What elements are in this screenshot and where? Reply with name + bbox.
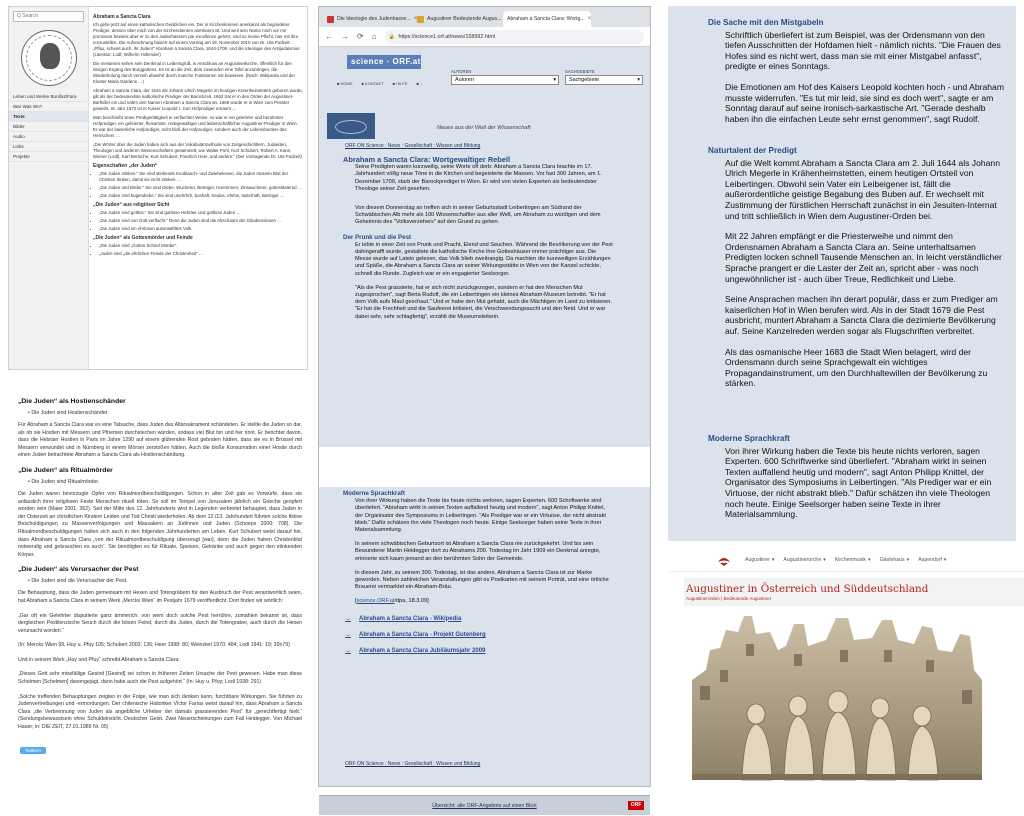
wiki-page-panel <box>8 6 308 370</box>
wiki-section-heading: Eigenschaften „der Juden“ <box>93 163 158 169</box>
portrait-seal-image <box>21 30 77 86</box>
wiki-section-heading: „Die Juden“ aus religiöser Sicht <box>93 202 170 208</box>
favicon-icon <box>417 16 424 23</box>
address-bar <box>319 27 650 47</box>
chevron-down-icon: ▾ <box>943 556 947 563</box>
section-heading: „Die Juden“ als Verursacher der Pest <box>18 566 139 574</box>
paragraph: Seine Ansprachen machen ihn derart populär, dass er zum Prediger am kaiserlichen Hof in Wien berufen wird. Als in der Stadt 1679 die Pest ausbricht, muntert Abraham a Sancta Clara die dezimierte Bevölkerung auf. Seine Kanzelreden werden sogar als Flugschriften verbreitet. <box>725 294 998 336</box>
browser-tab[interactable]: Augustiner Bedeutende Augus... <box>413 11 501 27</box>
nav-item-augustiner[interactable]: Augustiner ▾ <box>745 556 775 563</box>
arrow-right-icon: → <box>345 615 351 622</box>
sidebar-item[interactable]: Bilder <box>9 122 88 132</box>
article-subheading: Der Prunk und die Pest <box>343 233 412 241</box>
chevron-down-icon: ▾ <box>867 556 871 563</box>
paragraph: In diesem Jahr, zu seinem 300. Todestag, ist das anders. Abraham a Sancta Clara ist zur Marke geworden. Neben zahlreichen Veranstaltungen gibt es Postkarten mit seinem Porträt, und eine örtliche Brauerei vermarktet ein Abraham-Bräu. <box>355 569 609 591</box>
quote: „Gar oft ein Gelehrter disputierte ganz ämmerich, von wem doch solche Pest herrühre, zumahlen bekannt ist, dass dergleichen Pestilenzische Seuch durch die bösen Feind, durch die Juden, durch die Totengraber, auch durch die Hexen verursacht worden.“ <box>18 612 302 634</box>
chevron-down-icon: ▾ <box>637 77 640 83</box>
wiki-sidebar <box>9 7 89 369</box>
close-icon[interactable]: × <box>587 16 592 22</box>
menu-item-hilfe[interactable]: ■ HILFE <box>392 81 408 86</box>
article-subheading: Moderne Sprachkraft <box>343 490 405 497</box>
reference: (In: Mercks Wien 99, Huy u. Pfuy 105; Schubert 2003: 136; Heer 1998: 80; Weinzierl 1970: 484; Lodl 1941: 19; 30n79) <box>18 642 290 649</box>
related-link[interactable]: → Abraham a Sancta Clara - Wikipedia <box>345 615 462 622</box>
section-heading: „Die Juden“ als Hostienschänder <box>18 398 126 405</box>
select-label: AUTOREN <box>451 69 472 74</box>
list-item: • „Die Juden sind hugendiebe.“ Sie sind unehrlich, boshaft, treulos, ehrlos, lasterhaft, Betrüger … <box>99 193 303 199</box>
sidebar-item[interactable]: Audio <box>9 132 88 142</box>
section-heading: „Die Juden“ als Ritualmörder <box>18 466 113 474</box>
augustiner-site <box>668 548 1024 787</box>
search-input[interactable]: Q Search <box>13 11 84 22</box>
nav-item-kirchenmusik[interactable]: Kirchenmusik ▾ <box>834 556 871 563</box>
paragraph: Auf die Welt kommt Abraham a Sancta Clara am 2. Juli 1644 als Johann Ulrich Megerle in Krähenheimstetten, einem heutigen Ortsteil von Leibertingen. Obwohl sein Vater ein Leibeigener ist, fällt die außerordentliche geistige Begabung des Buben auf. Er wechselt mit Zustimmung der fürstlichen Herrschaft zunächst in ein Jesuiten-Internat und tritt schließlich in Wien dem Augustiner-Orden bei. <box>725 157 1000 221</box>
list-item: • „Die Juden sind von Gott verflucht.“ Denn die Juden sind die Abschaum der Glaubenslosen … <box>99 218 303 224</box>
site-menu <box>337 81 423 86</box>
article-subheading: Naturtalent der Predigt <box>708 146 797 155</box>
browser-tab-active[interactable]: Abraham a Sancta Clara: Wortg... × <box>503 11 591 27</box>
paragraph: „Solche treffenden Behauptungen zeigten in der Folge, wie man sich denken kann, furchtbare Wirkungen. Sie führten zu Judenvertreibungen und -ermordungen. Der chilenische Historiker Víctor Farías weist darauf hin, dass Abraham a Sancta Clara „die Verbrennung von Juden als angebliche Urheber der damals grassierenden Pest“ für „gerechtfertigt hielt.“ (Sendungsbewusstsein ohne Schuldeinsicht. Deutscher Geist. Zwei Neuerscheinungen zum Fall Heidegger. Von Michael Hauer; in: DIE ZEIT, 27.01.1989 Nr. 05) <box>18 693 302 731</box>
wiki-paragraph: Ich gehe jetzt auf einen katholischen Geistlichen ein. Der in Kirchenkreisen anerkannt als begnadeter Prediger, dessen über mich von der Kirchendienern anerkannt ist. Und weil sein Name noch vor mir prominent beweist aber er zu den Judenhassern par excellence gehört, sind so meine Pflicht, hier mit ihm vorzustellen. Die Aufzeichnung basiert auf einem Vortrag am 19. November 2010 von Dr. Uta Podzeit: „Pflux, scheint auch, ihr Juden!“ Abraham a Sancta Clara, 1644-1709, und die Ideologie des Antijudaismus (Literatur: Lodl; Wilhelm Hollender) <box>93 22 300 57</box>
paragraph: Mit 22 Jahren empfängt er die Priesterweihe und nimmt den Ordensnamen Abraham a Sancta Clara an. Seine unterhaltsamen Predigten locken schnell Tausende Menschen an. In leicht verständlicher Sprache prangert er die Laster der Zeit an, spricht aber - was noch ungewöhnlicher ist - auch über Treue, Redlichkeit und Liebe. <box>725 231 1002 284</box>
stone-relief-image <box>686 610 986 782</box>
bullet-line: • Die Juden sind Hostienschänder. <box>28 410 109 416</box>
paragraph: Die Juden waren bevorzugte Opfer von Ritualmordbeschuldigungen. Schon in alter Zeit gab es Vorwürfe, dass sie anlässlich ihrer religiösen Feste Menschen rituell töten. So soll im Tempel von Jerusalem jährlich ein Grieche geopfert worden sein (Maier 2001: 362). Seit der Mitte des 12. Jahrhunderts wird in Legenden verbreitet behauptet, dass Juden in der Osterzeit an christlichen Kindern Leiden und Tod Christi wiederholen. Ab dem 12./13. Jahrhundert führten solche fiktive Beschuldigungen zu Massenverfolgungen und Massakern an Jüdinnen und Juden (Schoeps 2000: 708). Die Ritualmordbeschuldigungen halten sich auch in den folgenden Jahrhunderten am Leben. Kurt Schubert weist darauf hin, dass Abraham a Sancta Clara „von der Ritualmordbeschuldigung überzeugt [war], denn die Juden haben Christenblut notwendig und gebrauchen es auch“. Sie benötigten es für Rituale, Speisen, Getränke und auch gegen den stinkenden Körper. <box>18 490 302 558</box>
list-item: • „Die Juden und Diebe.“ Sie sind Diebe, Wucherer, Betrüger, Hurerinnen, Zinswucherer, gotteslästernd … <box>99 185 303 191</box>
paragraph: In seinem schwäbischen Geburtsort ist Abraham a Sancta Clara nie zurückgekehrt. Und bis sein Bewunderer Martin Heidegger dort zu Abrahams 200. Todestag im Jahr 1909 ein Denkmal anregte, erinnerte sich kaum jemand an den berühmten Sohn der Gemeinde. <box>355 541 601 562</box>
augustiner-title-bar <box>684 578 1024 606</box>
wiki-paragraph: Abraham a Sancta Clara, der 1644 als Johann Ulrich Megerle im heutigen Kreenheinstetten geboren wurde, gilt als der bedeutendste katholische Prediger der Barockzeit. 1662 trat er in den Orden der Augustiner-Barfüßer ein und nahm den Namen Abraham a Sancta Clara an. 1666 wurde er in Wien zum Priester geweiht. Im Jahr 1672 ist er Kaiser Leopold I. zum Hofprediger ernannt … <box>93 88 303 111</box>
orf-science-logo[interactable]: science · ORF.at <box>347 55 421 69</box>
list-item: • „Juden sind „die ehrlichen Feinde der Christenheit“ … <box>99 251 303 257</box>
topics-select[interactable]: SACHGEBIETE Sachgebiete ▾ <box>565 69 645 85</box>
tab-strip <box>319 7 650 27</box>
arrow-right-icon: → <box>345 631 351 638</box>
sidebar-item[interactable]: Texte <box>9 112 88 122</box>
article-subheading: Die Sache mit den Mistgabeln <box>708 18 824 27</box>
breadcrumb[interactable]: ORF ON Science : News : Gesellschaft : Wissen und Bildung <box>345 143 481 149</box>
wiki-paragraph: Die meisteren sehen sein Denkmal in Leibersgrüß, in Anschluss an Augustinerkirche, öffentlich für den übrigen Ergang des Burggartens. Es ist an die Zeit, dem zuwenden eine Tafel anzubringen, die Wiederholung durch verzeih abwehrt durch manche Funktionen mit beweisen. (Nach: Wikipedia und der Kloster Maria Gardens …) <box>93 61 296 84</box>
forward-icon[interactable]: → <box>341 32 349 41</box>
menu-item-kontakt[interactable]: ■ KONTAKT <box>361 81 384 86</box>
arrow-right-icon: → <box>345 648 351 655</box>
article-block <box>708 434 1008 530</box>
sidebar-item[interactable]: Links <box>9 142 88 152</box>
quote: „Dieses Gott sehr missfällige Gesind [Gesind] sei schon in früheren Zeiten Ursache der Pest gewesen. Habe man diese Schelmen [Schelmen] davongejagt, dann habe auch die Pest aufgehört.“ (In: Huy u. Pfuy; Lodl 1938: 291) <box>18 671 302 686</box>
chevron-down-icon: ▾ <box>553 77 556 83</box>
source-link[interactable]: science.ORF.at <box>356 598 395 605</box>
select-label: SACHGEBIETE <box>565 69 595 74</box>
paragraph: Von ihrer Wirkung haben die Texte bis heute nichts verloren, sagen Experten. 600 Schriftwerke sind überliefert. "Abraham wirkt in seinen Texten auffallend heutig und modern", sagt Anton Philipp Knittel, der Organisator des Symposiums in Leibertingen. "Als Prediger war er ein Virtuose, der nicht abstrakt blieb." Dafür schätzen ihn viele Theologen noch heute. Einige Seelsorger haben seine Texte in ihrer Materialsammlung. <box>725 445 992 520</box>
related-link[interactable]: → Abraham a Sancta Clara Jubiläumsjahr 2009 <box>345 648 486 655</box>
sidebar-item[interactable]: Projekte <box>9 152 88 162</box>
breadcrumb-bottom[interactable]: ORF ON Science : News : Gesellschaft : Wissen und Bildung <box>345 761 481 767</box>
orf-science-site <box>319 47 650 809</box>
paragraph: Für Abraham a Sancta Clara war es eine Tatsache, dass Juden das Altarsakrament schändeten. Er stellte die Juden so dar, als ob sie Hostien mit Messern und Pfriemen durchstechen würden, sodass viel Blut hin und her rinnt. Er berichtet davon, dass die Hebräer Hostien in Paris im Jahre 1290 auf einem glühenden Rost gebraten hätten, dass sie es in Brüssel mit Messern verwundet und in Nürnberg in einem Mörser zerstoßen hätten. Auch die bloße Konsumation einer Hostie durch einen Juden betrachtete Abraham a Sancta Clara als Hostienschändung. <box>18 422 302 459</box>
reload-icon[interactable]: ⟳ <box>357 32 364 41</box>
article-block <box>708 18 1008 134</box>
article-continuation <box>668 6 1016 541</box>
nav-item-gaestehaus[interactable]: Gästehaus ▾ <box>879 556 910 563</box>
sidebar-item[interactable]: War Was Wo? <box>9 102 88 112</box>
wiki-title: Abraham a Sancta Clara <box>93 14 151 20</box>
page-title: Augustiner in Österreich und Süddeutschland <box>686 583 929 595</box>
augustiner-nav <box>668 548 1024 572</box>
wiki-nav <box>9 92 88 162</box>
list-item: • „Die Juden sind ein ehrlosen auserwähltes Volk. <box>99 226 303 232</box>
site-slogan: Neues aus der Welt der Wissenschaft <box>437 125 531 131</box>
paragraph: Seine Predigten waren kurzweilig, seine Worte oft derb: Abraham a Sancta Clara brachte im 17. Jahrhundert völlig neue Töne in die Kirchen und begeisterte die Massen. Vor fast 300 Jahren, am 1. Dezember 1709, starb der Barockprediger in Wien. Er wird von vielen Experten als bedeutendster Theologe seiner Zeit gesehen. <box>355 164 602 192</box>
related-link[interactable]: → Abraham a Sancta Clara - Projekt Gutenberg <box>345 631 486 638</box>
authors-select[interactable]: AUTOREN Autoren ▾ <box>451 69 559 85</box>
browser-tab[interactable]: Die Ideologie des Judenhasse... × <box>323 11 411 27</box>
paragraph: Die Emotionen am Hof des Kaisers Leopold kochten hoch - und Abraham musste widerrufen. "Es tut mir leid, sie sind es doch wert", sagte er am Sonntag darauf auf seine ironisch-sarkastische Art. "Gerade deshalb haben ihn die einfachen Leute sehr ernst genommen", sagt Rudolf. <box>725 81 1004 124</box>
paragraph: Von ihrer Wirkung haben die Texte bis heute nichts verloren, sagen Experten. 600 Schriftwerke sind überliefert. "Abraham wirkt in seinen Texten auffallend heutig und modern", sagt Anton Philipp Knittel, der Organisator des Symposiums in Leibertingen. "Als Prediger war er ein Virtuose, der nicht abstrakt blieb." Dafür schätzen ihn viele Theologen noch heute. Einige Seelsorger haben seine Texte in ihrer Materialsammlung. <box>355 498 606 534</box>
orf-logo: ORF <box>628 801 644 810</box>
paragraph: Und in seinem Werk „Huy und Pfuy“ schreibt Abraham a Sancta Clara: <box>18 656 180 663</box>
wiki-content <box>93 11 303 259</box>
site-banner-image <box>327 113 375 139</box>
favicon-icon <box>327 16 334 23</box>
twitter-button[interactable]: Twittern <box>20 747 46 754</box>
back-icon[interactable]: ← <box>325 32 333 41</box>
browser-window <box>318 6 651 809</box>
list-item: • „Die Juden sind gottlos.“ Sie sind gottlose Hebräer und gottlose Juden … <box>99 210 303 216</box>
sidebar-item[interactable]: Leben und Werke Bonifaz/Fara <box>9 92 88 102</box>
nav-item-aspendorf[interactable]: Aspendorf ▾ <box>918 556 947 563</box>
paragraph: "Als die Pest grassierte, hat er sich nicht zurückgezogen, sondern er hat den Menschen Mut zugesprochen", sagt Berta Rudolf, die ein Leibertingen ein kleines Abraham-Museum betreibt. "Er hat dem Volk aufs Maul geschaut." Und er habe den Mut gehabt, auch die Mächtigen im Land zu kritisieren. "Er hat die Frechheit und die Saufeerei kritisiert, die Verschwendungssucht und den Neid. Und er war dabei sehr, sehr schlagfertig", erzählt die Museumsleiterin. <box>355 284 612 320</box>
chevron-down-icon: ▾ <box>906 556 910 563</box>
paragraph: Die Behauptung, dass die Juden gemeinsam mit Hexen und Totengräbern für den Ausbruch der Pest verantwortlich seien, hat Abraham a Sancta Clara in seinem Werk „Mercks Wien“ im Pestjahr 1679 veröffentlicht. Dort finden wir wörtlich: <box>18 590 302 604</box>
article-title: Abraham a Sancta Clara: Wortgewaltiger Rebell <box>343 155 511 164</box>
list-item: • „Die Juden stinken.“ Sie sind stinkende Knoblauch- und Zwiebelesser, die Juden müssen Blut der Christen trinken, damit sie nicht stinken … <box>99 171 303 183</box>
chevron-down-icon: ▾ <box>771 556 775 563</box>
article-part-2 <box>343 490 613 664</box>
site-footer[interactable]: Übersicht: alle ORF-Angebote auf einen Blick ORF <box>319 795 650 815</box>
nav-item-augustinerorche[interactable]: Augustinerorche ▾ <box>783 556 826 563</box>
wiki-section-heading: „Die Juden“ als Gottesmörder und Feinde <box>93 235 193 241</box>
page-gap <box>319 447 650 487</box>
bullet-line: • Die Juden sind die Verursacher der Pest. <box>28 578 128 585</box>
breadcrumb: Augustinerorden | Bedeutende Augustiner <box>686 596 772 601</box>
wiki-paragraph: Man beschreibt seine Predigertätigkeit in verfluchter Weise: so war er ein gelehrter und berühmter Hofprediger, ein gefeierter, fleisamste, redegewaltiger und leidenschaftlicher Augustiner-Prediger in Wien. Er war der kaiserliche Hofprediger, nicht bloß der Hofprediger, sondern auch der Lebensberater des Herrschers … <box>93 115 298 138</box>
wiki-lower-text <box>8 398 312 783</box>
home-icon[interactable]: ⌂ <box>371 32 377 41</box>
close-icon[interactable]: × <box>413 16 418 22</box>
article-subheading: Moderne Sprachkraft <box>708 434 790 443</box>
url-field[interactable]: 🔒 https://science1.orf.at/news/158992.html <box>385 30 644 44</box>
bullet-line: • Die Juden sind Ritualmörder. <box>28 478 100 485</box>
paragraph: Von diesem Donnerstag an treffen sich in seiner Geburtsstadt Leibertingen am Südrand der Schwäbischen Alb mehr als 100 Wissenschaftler aus aller Welt, um Abraham zu würdigen und dem Geheimnis des "Volksverzehers" auf den Grund zu gehen. <box>355 205 601 226</box>
paragraph: Er lebte in einer Zeit von Prunk und Pracht, Elend und Seuchen. Während die Bevölkerung von der Pest dahingerafft wurde, gestaltete die katholische Kirche ihre Gotteshäuser immer prächtiger aus. Die Messe wurde auf Latein gelesen, das Volk blieb zweitrangig. Da machten die kurzweiligen Erzählungen und Späße, die Abraham a Sancta Clara an seiner Wirkungsstätte in Wien von der Kanzel schickte, schnell die Runde. Zugleich war er ein engagierter Seelsorger. <box>355 241 613 277</box>
augustiner-logo-icon[interactable] <box>716 552 732 568</box>
article-part-1 <box>343 156 613 328</box>
article-block <box>708 146 1008 399</box>
list-item: • „Die Juden sind „Gottes Schind Mörder“. <box>99 243 303 249</box>
paragraph: Schriftlich überliefert ist zum Beispiel, was der Ordensmann von den tiefen Ausschnitten der Hofdamen hielt - nämlich nichts. "Die Frauen des Hofes sind es nicht wert, dass man sie mit einer Mistgabel anfasst", predigte er eines Sonntags. <box>725 29 1001 72</box>
wiki-paragraph: „Die Wörter über die Juden haben sich aus der Vokabulärmethode von Zeitgeschichtlern, Judaisten, Theologen und anderen Wissenschaftern gesammelt, wie Walter Pohl, Kurt Schubert, Robert A. Kann, Wiener (Lodl), Karl Bertsche, Kurt Schubert, Friedrich Heer, und andere.“ (Der Vortragende Dr. Uta Podzeit) <box>93 142 302 159</box>
paragraph: Als das osmanische Heer 1683 die Stadt Wien belagert, wird der Ordensmann durch seine Sprachgewalt ein wichtiges Propagandainstrument, um den Durchhaltewillen der Bevölkerung zu stärken. <box>725 346 988 389</box>
menu-item-more[interactable]: ■ ... <box>416 81 424 86</box>
menu-item-home[interactable]: ■ HOME <box>337 81 353 86</box>
chevron-down-icon: ▾ <box>823 556 826 563</box>
source-note: [science.ORF.at/dpa, 18.3.09] <box>355 598 429 605</box>
